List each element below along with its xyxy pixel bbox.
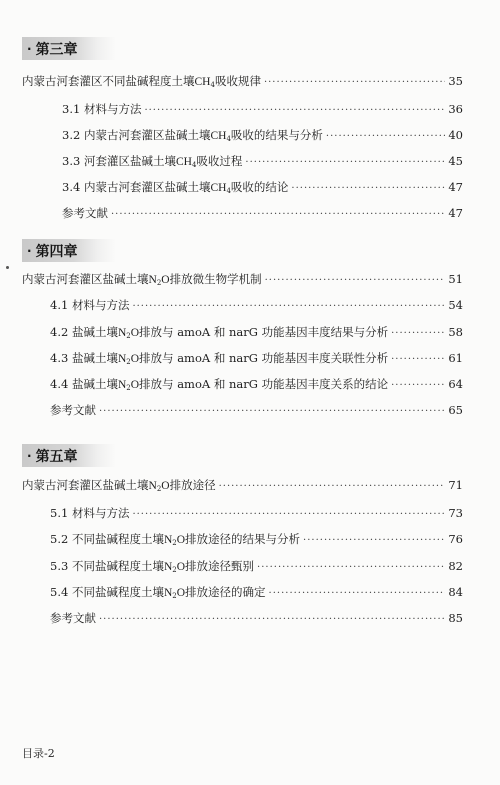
toc-references[interactable]: 参考文献 ····· 65 [50,402,463,418]
page-number: 61 [448,351,463,365]
toc-section[interactable]: 4.4 盐碱土壤$N_2O$排放与 amoA 和 narG 功能基因丰度关系的结论 ····· 64 [50,376,463,392]
chapter-4-heading [22,239,116,262]
leader-dots [265,273,446,289]
page-number: 82 [448,559,463,573]
leader-dots [264,75,445,91]
toc-section[interactable]: 4.2 盐碱土壤$N_2O$排放与 amoA 和 narG 功能基因丰度结果与分析 ····· 58 [50,324,463,340]
leader-dots [391,352,445,368]
page-number: 35 [448,74,463,88]
toc-section[interactable]: 5.3 不同盐碱程度土壤$N_2O$排放途径甄别 ····· 82 [50,558,463,574]
page-number: 71 [448,478,463,492]
leader-dots [132,299,445,315]
leader-dots [326,129,445,145]
toc-section[interactable]: 5.1 材料与方法 ····· 73 [50,505,463,521]
page-number: 47 [448,206,463,220]
page-number: 36 [448,102,463,116]
leader-dots [391,326,445,342]
toc-chapter-title[interactable]: 内蒙古河套灌区盐碱土壤$N_2O$排放微生物学机制 ····· 51 [22,271,463,287]
toc-section[interactable]: 3.1 材料与方法 ····· 36 [62,101,463,117]
toc-section[interactable]: 4.3 盐碱土壤$N_2O$排放与 amoA 和 narG 功能基因丰度关联性分析 ····· 61 [50,350,463,366]
page-number: 84 [448,585,463,599]
leader-dots [269,586,446,602]
toc-section[interactable]: 4.1 材料与方法 ····· 54 [50,297,463,313]
leader-dots [291,181,445,197]
toc-references[interactable]: 参考文献 ····· 85 [50,610,463,626]
page-number: 73 [448,506,463,520]
toc-chapter-title[interactable]: 内蒙古河套灌区盐碱土壤$N_2O$排放途径 ····· 71 [22,477,463,493]
bullet-icon: · [27,243,32,258]
leader-dots [391,378,445,394]
toc-references[interactable]: 参考文献 ····· 47 [62,205,463,221]
leader-dots [245,155,445,171]
toc-section[interactable]: 3.3 河套灌区盐碱土壤$CH_4$吸收过程 ····· 45 [62,153,463,169]
toc-section[interactable]: 5.4 不同盐碱程度土壤$N_2O$排放途径的确定 ····· 84 [50,584,463,600]
chapter-3-heading [22,37,116,60]
page-number: 58 [448,325,463,339]
scan-speck [6,266,9,269]
leader-dots [132,507,445,523]
leader-dots [99,612,445,628]
leader-dots [303,533,445,549]
page-number: 85 [448,611,463,625]
chapter-label: 第五章 [35,448,78,465]
leader-dots [99,404,445,420]
chapter-5-heading [22,444,116,467]
page-number: 64 [448,377,463,391]
page-number: 76 [448,532,463,546]
chapter-label: 第四章 [35,243,78,260]
page-number: 40 [448,128,463,142]
bullet-icon: · [27,41,32,56]
page-number: 65 [448,403,463,417]
leader-dots [144,103,445,119]
toc-section[interactable]: 3.4 内蒙古河套灌区盐碱土壤$CH_4$吸收的结论 ····· 47 [62,179,463,195]
chapter-label: 第三章 [35,41,78,58]
toc-section[interactable]: 5.2 不同盐碱程度土壤$N_2O$排放途径的结果与分析 ····· 76 [50,531,463,547]
toc-section[interactable]: 3.2 内蒙古河套灌区盐碱土壤$CH_4$吸收的结果与分析 ····· 40 [62,127,463,143]
leader-dots [257,560,445,576]
page-number: 47 [448,180,463,194]
bullet-icon: · [27,448,32,463]
page-footer: 目录-2 [22,747,55,760]
leader-dots [111,207,445,223]
page-number: 54 [448,298,463,312]
leader-dots [219,479,446,495]
toc-chapter-title[interactable]: 内蒙古河套灌区不同盐碱程度土壤$CH_4$吸收规律 ····· 35 [22,73,463,89]
page-number: 45 [448,154,463,168]
page-number: 51 [448,272,463,286]
